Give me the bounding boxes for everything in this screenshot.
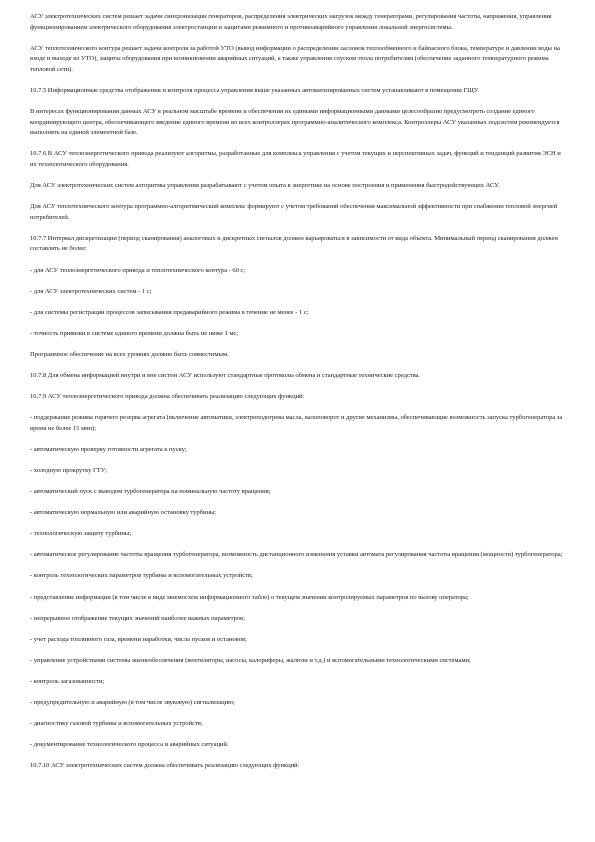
list-item: - для АСУ теплоэнергетического привода и теплотехнического контура - 60 с; (30, 266, 246, 274)
list-item: - автоматическое регулирование частоты вращения турбогенератора, возможность дистанционного изменения уставки автомата регулирования частоты вращения (мощности) турбогенератора; (30, 551, 563, 559)
list-item: - автоматический пуск с выводом турбогенератора на номинальную частоту вращения; (30, 488, 271, 496)
list-item: - автоматическую нормальную или аварийную остановку турбины; (30, 509, 217, 517)
list-item: - контроль загазованности; (30, 677, 105, 685)
list-item: - холодную прокрутку ГТУ; (30, 466, 107, 474)
list-item: - диагностику газовой турбины и вспомогательных устройств; (30, 720, 203, 728)
list-item: - непрерывное отображение текущих значений наиболее важных параметров; (30, 614, 245, 622)
paragraph-software-compatibility: Программное обеспечение на всех уровнях должно быть совместимым. (30, 350, 229, 358)
paragraph-coordination-center: В интересах функционирования данных АСУ в реальном масштабе времени и обеспечения их едиными информационными данными целесообразно предусмотреть создание единого координирующего центра, обеспечивающего введение единого времени во всех контроллерах программно-аналитического комплекса. Контроллеры АСУ указанных подсистем рекомендуется выполнять на единой элементной базе. (30, 108, 560, 137)
paragraph-electrical-asu: АСУ электротехнических систем решает задачи синхронизации генераторов, распределения электрических нагрузок между генераторами, регулирования частоты, напряжения, управления функционированием электрического оборудования электростанции и защитами режимного и противоаварийного управления локальной энергосистемы. (30, 13, 552, 31)
paragraph-thermal-software: Для АСУ теплотехнического контура программно-алгоритмический комплекс формируют с учетом требований обеспечения максимальной эффективности при снабжении тепловой энергией потребителей. (30, 203, 558, 221)
list-item: - предупредительную и аварийную (в том числе звуковую) сигнализацию; (30, 698, 235, 706)
clause-10-7-7: 10.7.7 Интервал дискретизации (период сканирования) аналоговых и дискретных сигналов должен варьироваться в зависимости от вида объекта. Минимальный период сканирования должен составлять не более: (30, 234, 558, 253)
list-item: - представление информации (в том числе в виде мнемосхем информационного табло) о текущем значении контролируемых параметров по вызову оператора; (30, 593, 469, 601)
list-item: - документирование технологического процесса и аварийных ситуаций. (30, 741, 229, 749)
clause-10-7-9: 10.7.9 АСУ теплоэнергетического привода должна обеспечивать реализацию следующих функций: (30, 393, 305, 401)
clause-10-7-10: 10.7.10 АСУ электротехнических систем должна обеспечивать реализацию следующих функций: (30, 762, 300, 770)
list-item: - управление устройствами системы жизнеобеспечения (вентиляторы, насосы, калориферы, жалюзи и т.д.) и вспомогательными технологическими системами; (30, 656, 471, 664)
clause-10-7-6: 10.7.6 В АСУ теплоэнергетического привода реализуют алгоритмы, разработанные для комплекса управления с учетом текущих и перспективных задач, функций и тенденций развития ЭСН и их технологического оборудования. (30, 150, 561, 168)
list-item: - для АСУ электротехнических систем - 1 с; (30, 287, 152, 295)
paragraph-thermal-asu: АСУ теплотехнического контура решает задачи контроля за работой УТО (вывод информации о распределении заслонок теплообменного и байпасного блока, температуре и давлении воды на входе и выходе из УТО), защиты оборудования при возникновении аварийных ситуаций, а также управления спуском тепла потребителям (обеспечение заданного температурного режима тепловой сети). (30, 44, 560, 73)
list-item: - автоматическую проверку готовности агрегата к пуску; (30, 445, 187, 453)
list-item: - точность привязки в системе единого времени должна быть не ниже 1 мс; (30, 329, 239, 337)
list-item: - поддержание режима горячего резерва агрегата (включение автоматики, электроподогрева масла, валоповорот и другие механизмы, обеспечивающие возможность запуска турбогенератора за время не более 15 мин); (30, 414, 563, 432)
list-item: - технологическую защиту турбины; (30, 530, 132, 538)
paragraph-electrical-algorithms: Для АСУ электротехнических систем алгоритмы управления разрабатывают с учетом опыта в энергетике на основе построения и применения быстродействующих АСУ. (30, 182, 500, 190)
list-item: - для системы регистрации процессов записывания предаварийного режима в течение не менее - 1 с; (30, 308, 309, 316)
clause-10-7-8: 10.7.8 Для обмена информацией внутри и вне систем АСУ используют стандартные протоколы обмена и стандартные технические средства. (30, 371, 421, 379)
list-item: - контроль технологических параметров турбины и вспомогательных устройств; (30, 572, 253, 580)
clause-10-7-5: 10.7.5 Информационные средства отображения и контроля процесса управления выше указанных автоматизированных систем устанавливают в помещении ГЩУ. (30, 86, 479, 94)
document-page (30, 12, 568, 782)
list-item: - учет расхода топливного газа, времени наработки, числа пусков и остановов; (30, 635, 247, 643)
